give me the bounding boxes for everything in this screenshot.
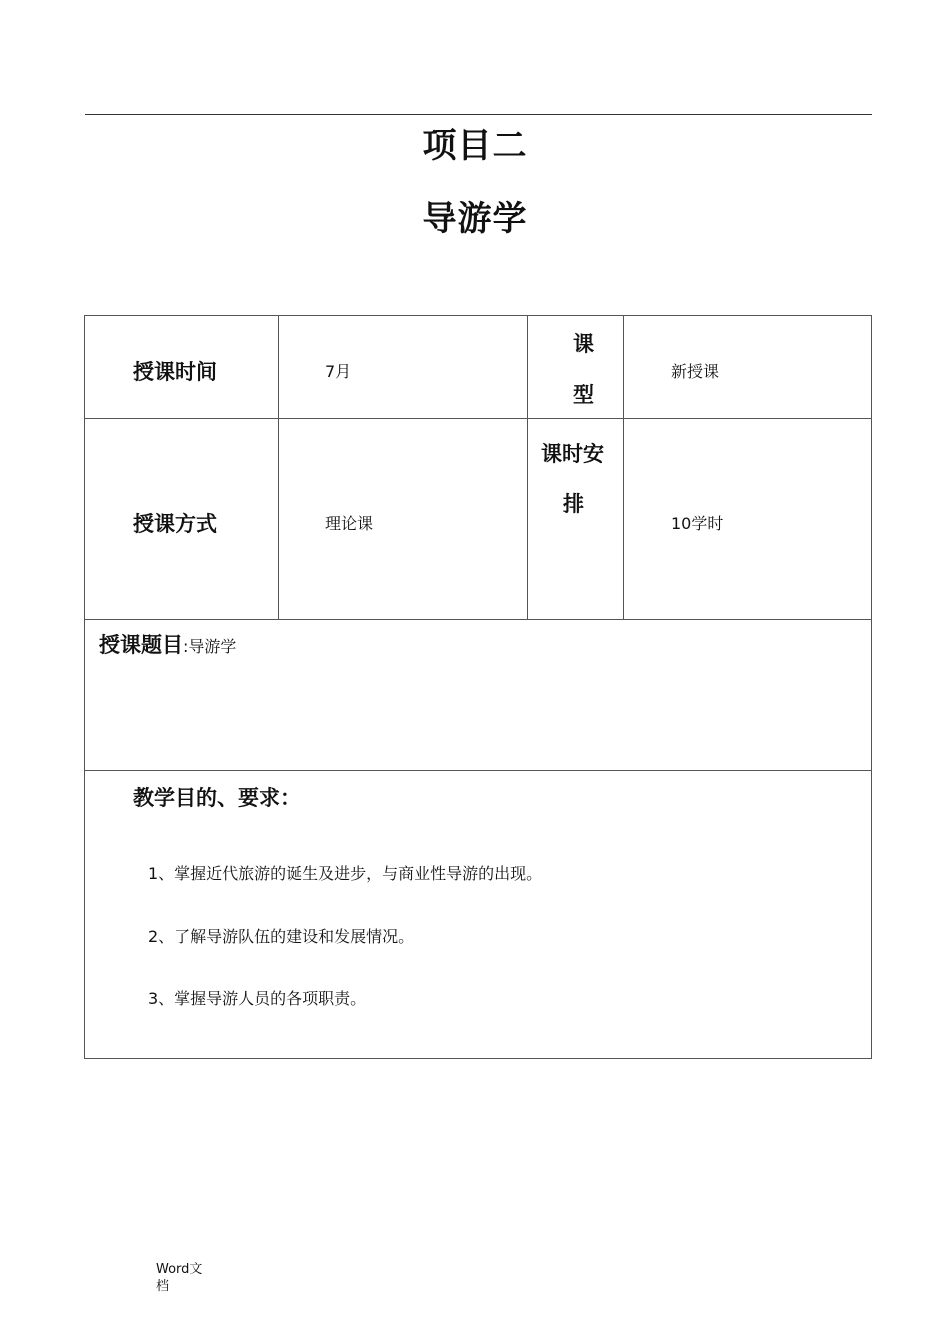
lesson-table bbox=[84, 315, 872, 1059]
goal-item: 2、了解导游队伍的建设和发展情况。 bbox=[148, 927, 415, 946]
type-value: 新授课 bbox=[671, 362, 720, 381]
topic-cell bbox=[84, 619, 872, 771]
page-title: 项目二 bbox=[422, 126, 528, 166]
type-label-cell bbox=[527, 315, 624, 419]
hours-label-line2: 排 bbox=[563, 492, 584, 516]
time-label-cell bbox=[84, 315, 279, 419]
time-value: 7月 bbox=[325, 362, 352, 381]
type-label-line1: 课 bbox=[573, 332, 594, 356]
topic-separator: : bbox=[183, 637, 189, 656]
time-label: 授课时间 bbox=[133, 360, 217, 384]
goals-cell bbox=[84, 770, 872, 1059]
type-label-line2: 型 bbox=[573, 383, 594, 407]
hours-label-line1: 课时安 bbox=[541, 442, 604, 466]
mode-value-cell bbox=[278, 418, 528, 620]
footer-line2: 档 bbox=[156, 1279, 170, 1294]
goals-label: 教学目的、要求： bbox=[133, 786, 301, 810]
goal-item: 3、掌握导游人员的各项职责。 bbox=[148, 989, 367, 1008]
page-subtitle: 导游学 bbox=[422, 199, 528, 239]
mode-label-cell bbox=[84, 418, 279, 620]
type-value-cell bbox=[623, 315, 872, 419]
time-value-cell bbox=[278, 315, 528, 419]
mode-value: 理论课 bbox=[325, 514, 374, 533]
mode-label: 授课方式 bbox=[133, 512, 217, 536]
footer-line1: Word文 bbox=[156, 1262, 203, 1277]
hours-value: 10学时 bbox=[671, 514, 724, 533]
hours-label-cell bbox=[527, 418, 624, 620]
goal-item: 1、掌握近代旅游的诞生及进步，与商业性导游的出现。 bbox=[148, 864, 543, 883]
hours-value-cell bbox=[623, 418, 872, 620]
topic-label: 授课题目 bbox=[99, 633, 183, 657]
header-rule bbox=[85, 114, 872, 115]
topic-value: 导游学 bbox=[188, 637, 237, 656]
page-footer bbox=[156, 1261, 216, 1295]
topic-line bbox=[99, 629, 236, 659]
